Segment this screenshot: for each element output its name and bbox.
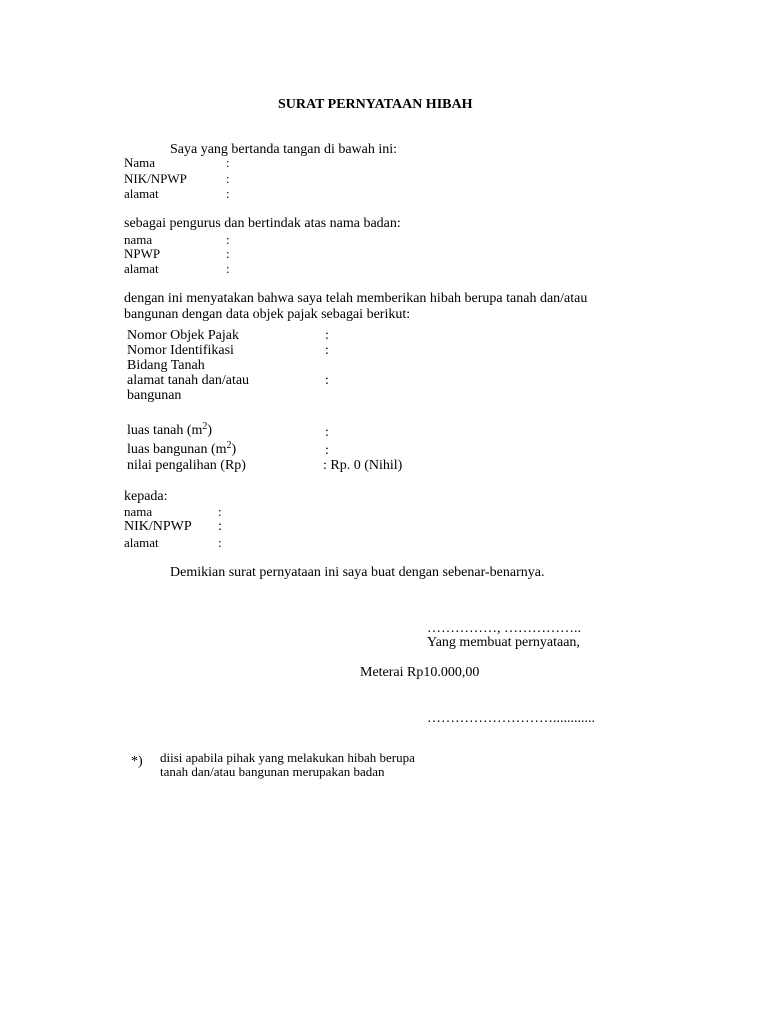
entity-name-colon: : [226,232,230,247]
recipient-name-colon: : [218,504,222,519]
signer-name-line: ………………………............ [427,711,595,726]
footnote-marker: *) [131,754,143,769]
recipient-address-label: alamat [124,535,159,550]
nib-colon: : [325,343,329,358]
land-area-superscript: 2 [202,421,208,432]
object-address-colon: : [325,373,329,388]
nib-label-line-1: Nomor Identifikasi [127,343,234,358]
building-area-superscript: 2 [226,440,232,451]
object-address-label-line-1: alamat tanah dan/atau [127,373,250,388]
declarant-address-colon: : [226,186,230,201]
land-area-label: luas tanah $(m^2)$ [127,421,213,438]
nop-label: Nomor Objek Pajak [127,328,239,343]
stamp-duty-label: Meterai Rp10.000,00 [360,665,480,680]
footnote-line-1: diisi apabila pihak yang melakukan hibah berupa [160,750,415,765]
entity-intro-text: sebagai pengurus dan bertindak atas nama badan: [124,216,401,231]
closing-text: Demikian surat pernyataan ini saya buat dengan sebenar-benarnya. [170,565,545,580]
nib-label-line-2: Bidang Tanah [127,358,205,373]
place-date-line: ……………, …………….. [427,621,581,636]
entity-npwp-colon: : [226,246,230,261]
declarant-address-label: alamat [124,186,159,201]
recipient-intro-text: kepada: [124,489,168,504]
footnote-line-2: tanah dan/atau bangunan merupakan badan [160,764,385,779]
statement-line-1: dengan ini menyatakan bahwa saya telah memberikan hibah berupa tanah dan/atau [124,291,588,306]
nop-colon: : [325,328,329,343]
declarant-nik-colon: : [226,171,230,186]
intro-text: Saya yang bertanda tangan di bawah ini: [170,142,398,157]
land-area-colon: : [325,425,329,440]
declarant-name-label: Nama [124,155,156,170]
declarant-name-colon: : [226,155,230,170]
transfer-value-label: nilai pengalihan (Rp) [127,458,246,473]
document-title: SURAT PERNYATAAN HIBAH [278,97,473,112]
recipient-address-colon: : [218,535,222,550]
entity-address-colon: : [226,261,230,276]
entity-address-label: alamat [124,261,159,276]
recipient-nik-colon: : [218,519,222,534]
object-address-label-line-2: bangunan [127,388,182,403]
entity-name-label: nama [124,232,153,247]
statement-line-2: bangunan dengan data objek pajak sebagai berikut: [124,307,411,322]
building-area-label: luas bangunan $(m^2)$ [127,440,237,457]
recipient-name-label: nama [124,504,153,519]
entity-npwp-label: NPWP [124,246,161,261]
transfer-value: : Rp. 0 (Nihil) [323,458,403,473]
building-area-colon: : [325,443,329,458]
signer-label: Yang membuat pernyataan, [427,635,580,650]
recipient-nik-label: NIK/NPWP [124,519,192,534]
declarant-nik-label: NIK/NPWP [124,171,187,186]
